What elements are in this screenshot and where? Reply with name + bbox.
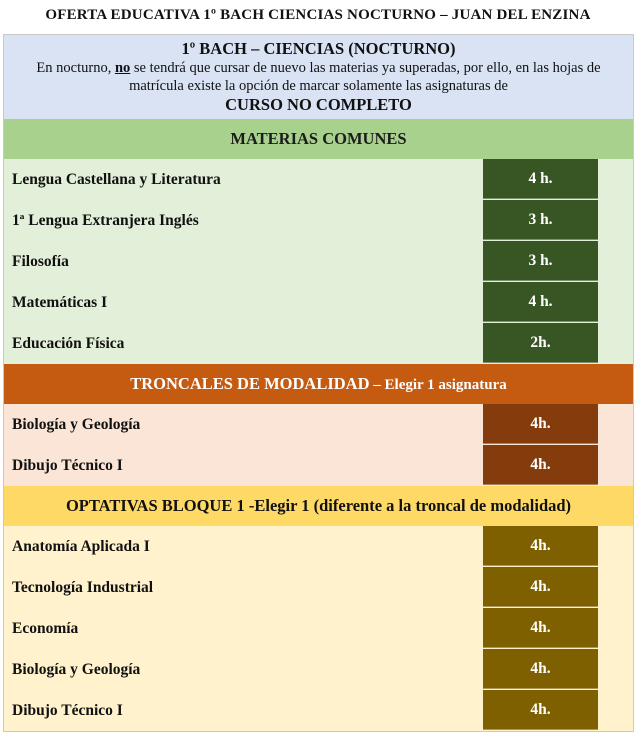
troncales-subtitle: – Elegir 1 asignatura — [369, 377, 507, 393]
subject-name: Economía — [12, 620, 79, 637]
subject-hours: 3 h. — [483, 200, 598, 240]
table-row — [4, 567, 633, 608]
table-row — [4, 445, 633, 486]
subject-hours: 4h. — [483, 608, 598, 648]
subject-name: Anatomía Aplicada I — [12, 538, 150, 555]
subject-hours: 4h. — [483, 567, 598, 607]
table-row — [4, 241, 633, 282]
section-header-troncales — [4, 364, 633, 404]
table-row — [4, 608, 633, 649]
subject-hours: 4h. — [483, 445, 598, 485]
course-note — [4, 59, 633, 95]
subject-hours: 4 h. — [483, 282, 598, 322]
table-row — [4, 526, 633, 567]
subject-name: Lengua Castellana y Literatura — [12, 171, 221, 188]
troncales-title: TRONCALES DE MODALIDAD — [130, 374, 370, 393]
table-row — [4, 200, 633, 241]
note-emphasis: no — [114, 60, 131, 76]
section-header-comunes: MATERIAS COMUNES — [4, 119, 633, 159]
subject-hours: 4h. — [483, 404, 598, 444]
subject-hours: 4h. — [483, 690, 598, 730]
subject-hours: 3 h. — [483, 241, 598, 281]
table-row — [4, 282, 633, 323]
table-row — [4, 649, 633, 690]
table-row — [4, 690, 633, 731]
table-row — [4, 159, 633, 200]
subject-name: Biología y Geología — [12, 416, 141, 433]
subject-name: 1ª Lengua Extranjera Inglés — [12, 212, 199, 229]
subject-name: Dibujo Técnico I — [12, 702, 123, 719]
course-header — [4, 35, 633, 119]
subject-hours: 2h. — [483, 323, 598, 363]
table-row — [4, 404, 633, 445]
subject-name: Biología y Geología — [12, 661, 141, 678]
subject-hours: 4 h. — [483, 159, 598, 199]
subject-hours: 4h. — [483, 649, 598, 689]
note-text-start: En nocturno, — [36, 60, 115, 76]
course-heading: 1º BACH – CIENCIAS (NOCTURNO) — [181, 39, 456, 58]
course-table — [3, 34, 634, 732]
note-text-end: se tendrá que cursar de nuevo las materias ya superadas, por ello, en las hojas de matrícula existe la opción de marcar solamente las asignaturas de — [129, 60, 601, 94]
subject-name: Dibujo Técnico I — [12, 457, 123, 474]
subject-name: Tecnología Industrial — [12, 579, 154, 596]
course-subheading: CURSO NO COMPLETO — [225, 95, 412, 114]
subject-name: Matemáticas I — [12, 294, 108, 311]
page-title: OFERTA EDUCATIVA 1º BACH CIENCIAS NOCTURNO – JUAN DEL ENZINA — [45, 7, 591, 23]
subject-name: Filosofía — [12, 253, 69, 270]
subject-hours: 4h. — [483, 526, 598, 566]
section-header-optativas: OPTATIVAS BLOQUE 1 -Elegir 1 (diferente a la troncal de modalidad) — [4, 486, 633, 526]
table-row — [4, 323, 633, 364]
subject-name: Educación Física — [12, 335, 125, 352]
